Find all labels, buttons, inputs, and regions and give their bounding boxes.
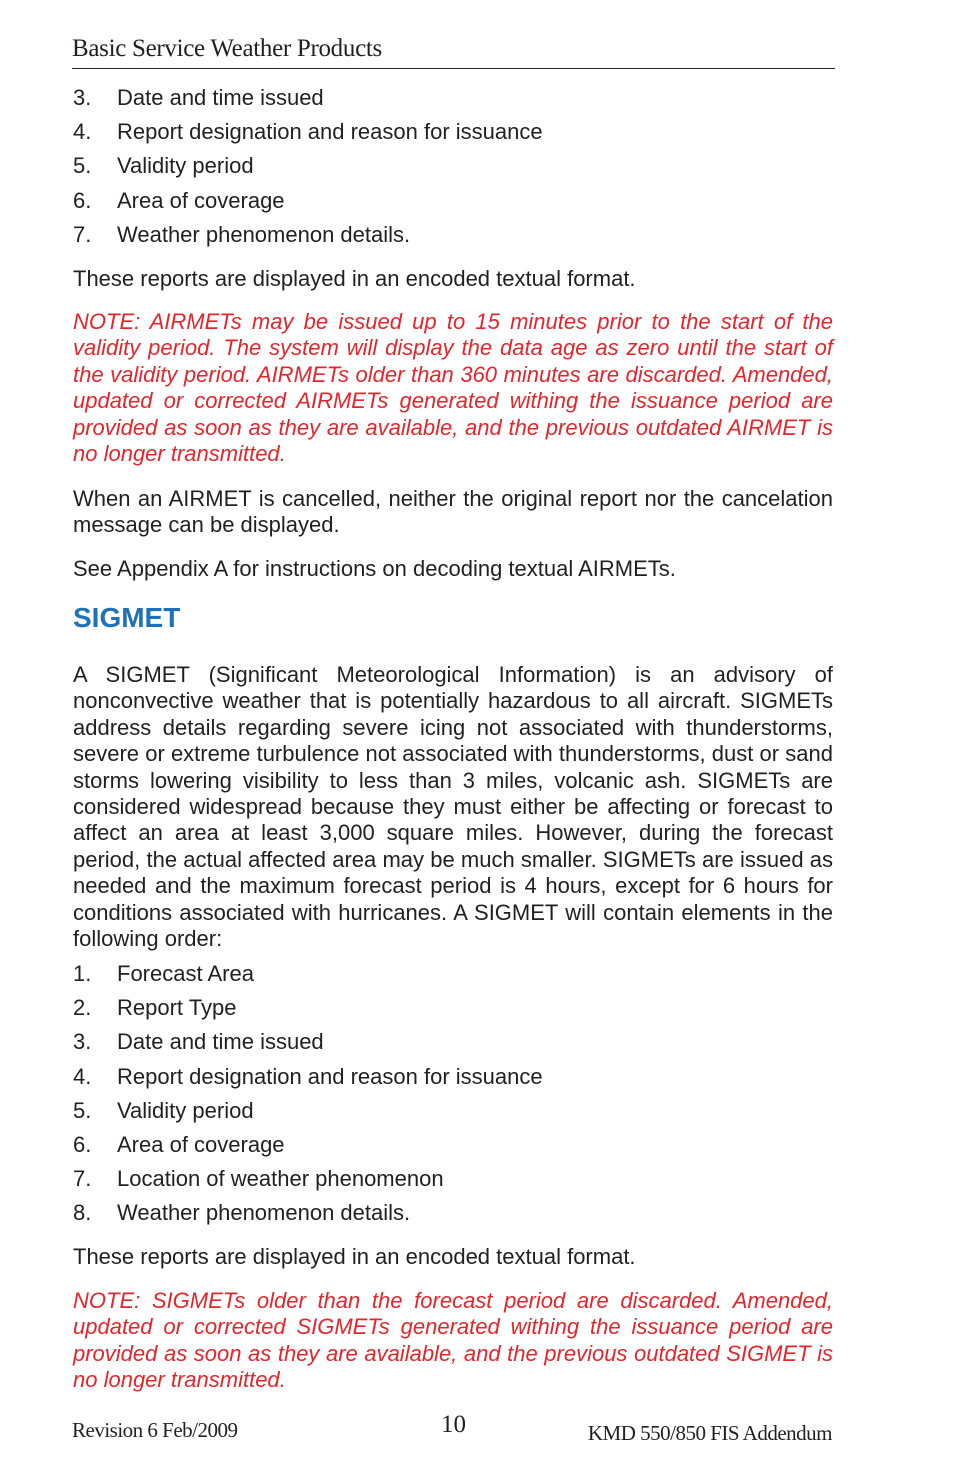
- list-item-text: Weather phenomenon details.: [117, 221, 411, 247]
- footer-document-title: KMD 550/850 FIS Addendum: [587, 1421, 832, 1445]
- list-item-number: 1.: [73, 961, 92, 986]
- list-item-text: Report Type: [117, 995, 237, 1021]
- list-item: [73, 1165, 543, 1199]
- airmet-appendix-paragraph: See Appendix A for instructions on decoding textual AIRMETs.: [73, 556, 676, 581]
- list-item-number: 4.: [73, 119, 92, 145]
- sigmet-element-list: [73, 960, 543, 1234]
- list-item-number: 3.: [73, 85, 92, 110]
- list-item-number: 7.: [73, 1166, 92, 1192]
- list-item-number: 6.: [73, 187, 92, 213]
- airmet-note: NOTE: AIRMETs may be issued up to 15 minutes prior to the start of the validity period. The system will display the data age as zero until the start of the validity period. AIRMETs older than 360 minutes are discarded. Amended, updated or corrected AIRMETs generated withing the issuance period are provided as soon as they are available, and the previous outdated AIRMET is no longer transmitted.: [73, 309, 833, 467]
- list-item-text: Report designation and reason for issuance: [117, 119, 543, 145]
- list-item: [73, 152, 543, 186]
- list-item-number: 4.: [73, 1063, 92, 1089]
- list-item: [73, 1063, 543, 1097]
- list-item: [73, 1199, 543, 1233]
- list-item-text: Area of coverage: [117, 1131, 285, 1157]
- list-item: [73, 221, 543, 255]
- list-item-text: Date and time issued: [117, 1029, 324, 1055]
- list-item-text: Weather phenomenon details.: [117, 1200, 411, 1226]
- airmet-format-paragraph: These reports are displayed in an encoded textual format.: [73, 266, 636, 291]
- list-item: [73, 84, 543, 118]
- list-item: [73, 187, 543, 221]
- list-item: [73, 1028, 543, 1062]
- sigmet-format-paragraph: These reports are displayed in an encoded textual format.: [73, 1244, 636, 1269]
- header-title: Basic Service Weather Products: [72, 35, 382, 62]
- list-item-number: 5.: [73, 1097, 92, 1123]
- list-item-number: 8.: [73, 1200, 92, 1226]
- sigmet-heading: SIGMET: [73, 602, 181, 633]
- list-item-text: Validity period: [117, 1097, 254, 1123]
- list-item-text: Area of coverage: [117, 187, 285, 213]
- list-item-text: Date and time issued: [117, 85, 324, 110]
- footer-revision: Revision 6 Feb/2009: [72, 1418, 238, 1442]
- list-item-number: 2.: [73, 995, 92, 1021]
- list-item: [73, 960, 543, 994]
- list-item-text: Validity period: [117, 153, 254, 179]
- list-item: [73, 118, 543, 152]
- list-item-text: Forecast Area: [117, 961, 254, 986]
- list-item-number: 3.: [73, 1029, 92, 1055]
- airmet-cancel-paragraph: When an AIRMET is cancelled, neither the original report nor the cancelation message can be displayed.: [73, 486, 833, 538]
- list-item: [73, 1097, 543, 1131]
- list-item: [73, 1131, 543, 1165]
- list-item-text: Report designation and reason for issuance: [117, 1063, 543, 1089]
- list-item: [73, 994, 543, 1028]
- sigmet-note: NOTE: SIGMETs older than the forecast period are discarded. Amended, updated or corrected SIGMETs generated withing the issuance period are provided as soon as they are available, and the previous outdated SIGMET is no longer transmitted.: [73, 1288, 833, 1393]
- sigmet-intro-paragraph: A SIGMET (Significant Meteorological Information) is an advisory of nonconvective weather that is potentially hazardous to all aircraft. SIGMETs address details regarding severe icing not associated with thunderstorms, severe or extreme turbulence not associated with thunderstorms, dust or sand storms lowering visibility to less than 3 miles, volcanic ash. SIGMETs are considered widespread because they must either be affecting or forecast to affect an area at least 3,000 square miles. However, during the forecast period, the actual affected area may be much smaller. SIGMETs are issued as needed and the maximum forecast period is 4 hours, except for 6 hours for conditions associated with hurricanes. A SIGMET will contain elements in the following order:: [73, 662, 833, 952]
- footer-page-number: 10: [441, 1411, 466, 1438]
- list-item-number: 5.: [73, 153, 92, 179]
- airmet-element-list: [73, 84, 543, 255]
- list-item-number: 7.: [73, 221, 92, 247]
- list-item-text: Location of weather phenomenon: [117, 1166, 444, 1192]
- list-item-number: 6.: [73, 1131, 92, 1157]
- page-header: [72, 34, 835, 69]
